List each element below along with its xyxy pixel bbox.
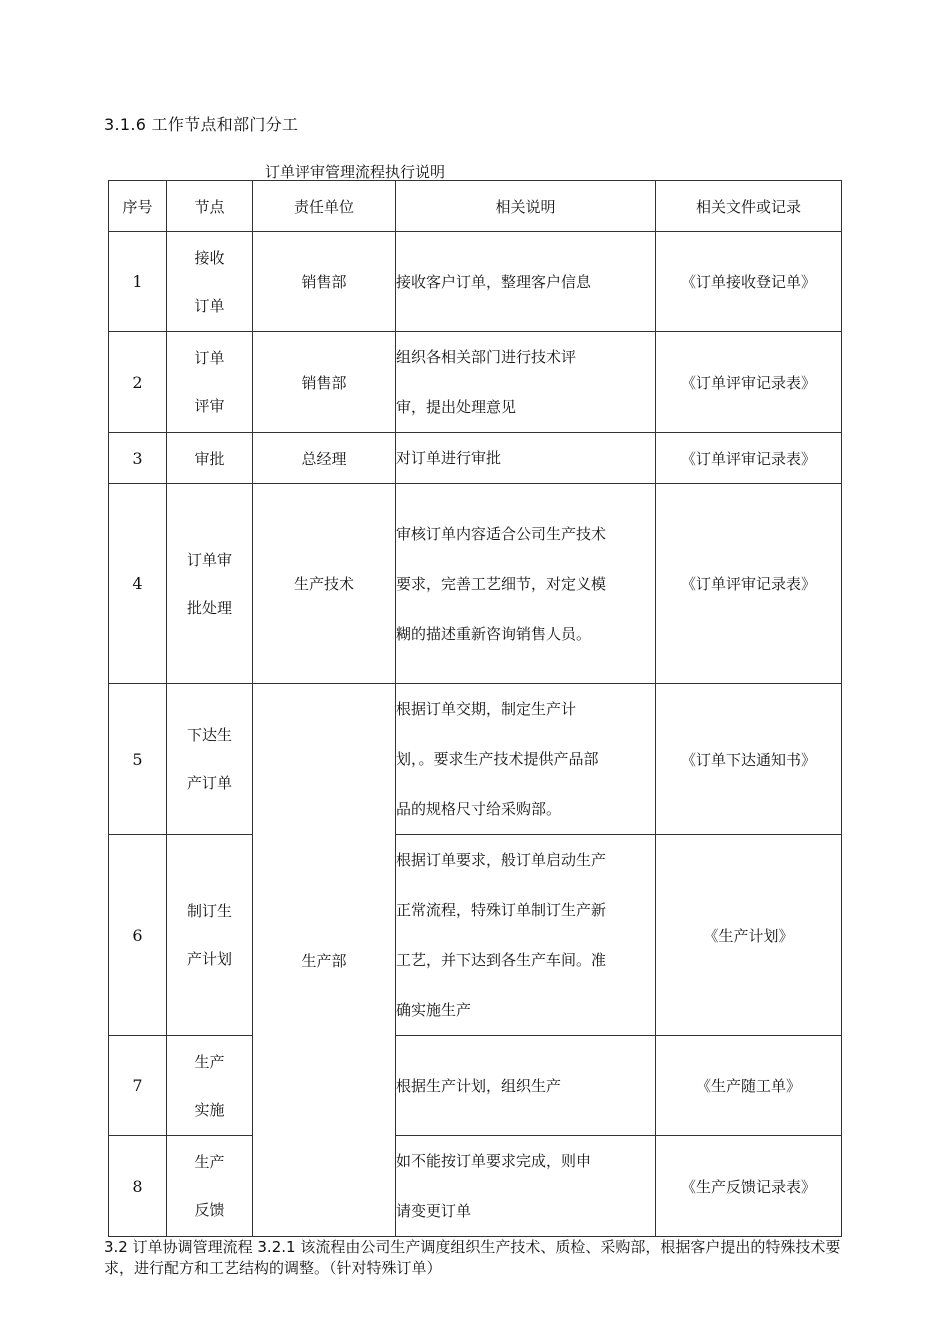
row-doc: 《订单接收登记单》 [656,232,842,332]
table-row [109,232,842,332]
row-desc [396,433,656,484]
table-row [109,484,842,684]
desc-line: 划，。要求生产技术提供产品部 [396,750,599,768]
table-row [109,1136,842,1237]
row-number: 2 [109,332,167,433]
process-table [108,180,842,1237]
header-no: 序号 [109,181,167,232]
row-doc: 《订单评审记录表》 [656,433,842,484]
row-node [167,232,253,332]
row-number: 7 [109,1036,167,1136]
desc-line: 对订单进行审批 [396,449,502,467]
node-line: 生产 [194,1052,225,1071]
node-line: 制订生 [186,902,232,920]
desc-line: 正常流程，特殊订单制订生产新 [396,901,607,919]
row-unit: 生产部 [253,684,396,1237]
node-line: 下达生 [186,726,232,744]
table-row [109,332,842,433]
desc-line: 请变更订单 [396,1202,472,1220]
desc-line: 审，提出处理意见 [396,398,517,416]
row-doc: 《订单下达通知书》 [656,684,842,835]
row-node [167,433,253,484]
desc-line: 审核订单内容适合公司生产技术 [396,524,607,543]
node-line: 评审 [194,397,225,415]
row-desc [396,232,656,332]
table-row [109,684,842,835]
node-line: 批处理 [186,598,232,617]
desc-line: 接收客户订单，整理客户信息 [396,272,592,291]
row-doc: 《生产计划》 [656,835,842,1036]
row-node [167,835,253,1036]
node-line: 订单审 [186,550,232,569]
node-line: 订单 [194,349,225,367]
table-row [109,433,842,484]
row-desc [396,835,656,1036]
header-node: 节点 [167,181,253,232]
desc-line: 确实施生产 [396,1001,472,1019]
table-row [109,835,842,1036]
footer-paragraph: 3.2 订单协调管理流程 3.2.1 该流程由公司生产调度组织生产技术、质检、采购部，根据客户提出的特殊技术要求，进行配方和工艺结构的调整。（针对特殊订单） [104,1238,841,1277]
node-line: 反馈 [194,1201,225,1219]
node-line: 接收 [194,248,225,267]
row-doc: 《订单评审记录表》 [656,332,842,433]
row-doc: 《生产随工单》 [656,1036,842,1136]
row-number: 6 [109,835,167,1036]
node-line: 产计划 [186,950,232,968]
row-desc [396,1136,656,1237]
table-title: 订单评审管理流程执行说明 [265,163,446,181]
desc-line: 如不能按订单要求完成，则申 [396,1152,592,1170]
row-unit: 销售部 [253,232,396,332]
row-unit: 销售部 [253,332,396,433]
row-node [167,1136,253,1237]
desc-line: 工艺，并下达到各生产车间。准 [396,951,607,969]
row-unit: 总经理 [253,433,396,484]
header-unit: 责任单位 [253,181,396,232]
row-unit: 生产技术 [253,484,396,684]
desc-line: 品的规格尺寸给采购部。 [396,800,562,818]
node-line: 生产 [194,1153,225,1171]
desc-line: 根据订单交期，制定生产计 [396,700,577,718]
row-node [167,1036,253,1136]
row-number: 3 [109,433,167,484]
desc-line: 组织各相关部门进行技术评 [396,348,577,366]
table-row [109,1036,842,1136]
desc-line: 要求，完善工艺细节，对定义模 [396,574,607,593]
row-number: 1 [109,232,167,332]
row-number: 8 [109,1136,167,1237]
node-line: 实施 [194,1100,225,1119]
table-header-row [109,181,842,232]
header-doc: 相关文件或记录 [656,181,842,232]
desc-line: 根据生产计划，组织生产 [396,1076,562,1095]
node-line: 产订单 [186,774,232,792]
row-number: 4 [109,484,167,684]
row-desc [396,684,656,835]
row-number: 5 [109,684,167,835]
desc-line: 根据订单要求，般订单启动生产 [396,851,607,869]
node-line: 订单 [194,296,225,315]
desc-line: 糊的描述重新咨询销售人员。 [396,624,592,643]
node-line: 审批 [194,449,225,468]
row-desc [396,484,656,684]
header-desc: 相关说明 [396,181,656,232]
row-desc [396,1036,656,1136]
row-doc: 《订单评审记录表》 [656,484,842,684]
row-node [167,484,253,684]
row-node [167,684,253,835]
row-node [167,332,253,433]
row-doc: 《生产反馈记录表》 [656,1136,842,1237]
section-heading: 3.1.6 工作节点和部门分工 [104,115,299,134]
row-desc [396,332,656,433]
